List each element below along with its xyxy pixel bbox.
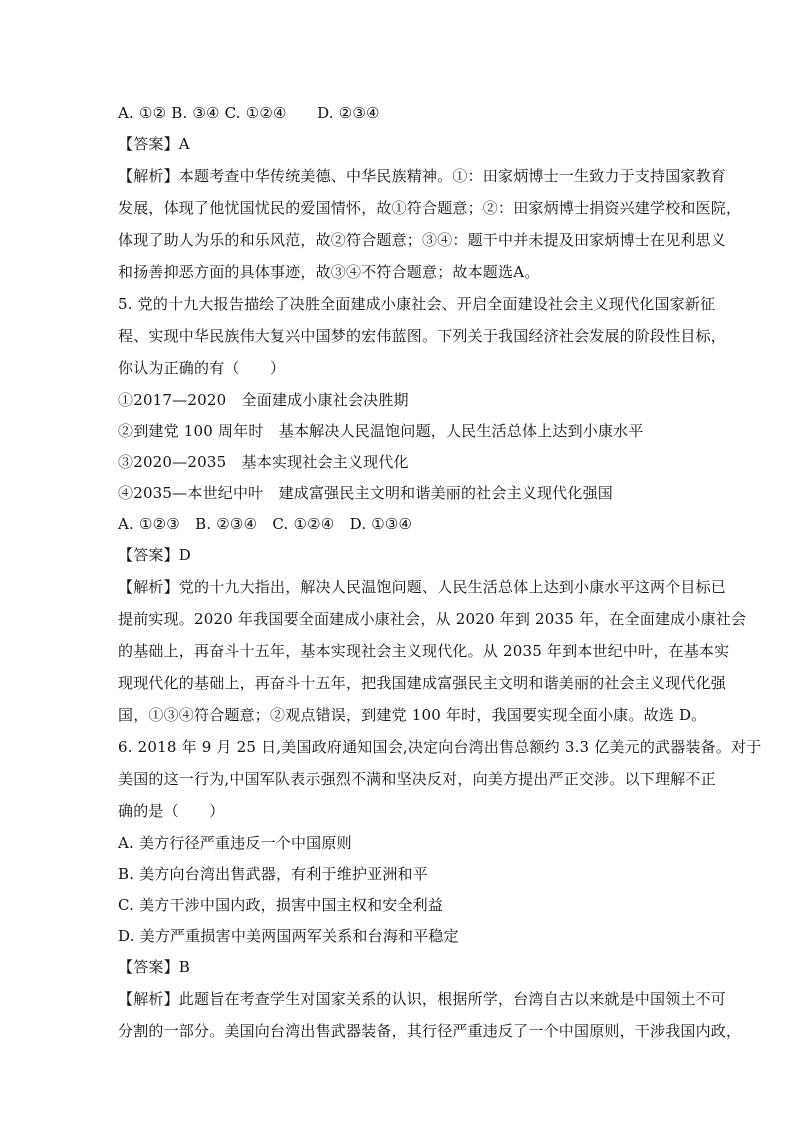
q5-item-1: ①2017—2020 全面建成小康社会决胜期 — [118, 391, 409, 409]
q4-options: A. ①② B. ③④ C. ①②④ D. ②③④ — [118, 104, 380, 122]
q6-option-d: D. 美方严重损害中美两国两军关系和台海和平稳定 — [118, 927, 459, 945]
q5-analysis-line-2: 提前实现。2020 年我国要全面建成小康社会，从 2020 年到 2035 年，在全面建成小康社会 — [118, 610, 747, 628]
q4-analysis-line-4: 和扬善抑恶方面的具体事迹，故③④不符合题意；故本题选A。 — [118, 263, 540, 281]
q5-stem-line-3: 你认为正确的有（ ） — [118, 359, 286, 377]
q6-option-a: A. 美方行径严重违反一个中国原则 — [118, 834, 352, 852]
q6-answer: 【答案】B — [118, 958, 191, 976]
q6-option-b: B. 美方向台湾出售武器，有利于维护亚洲和平 — [118, 865, 428, 883]
q5-options: A. ①②③ B. ②③④ C. ①②④ D. ①③④ — [118, 515, 413, 533]
q6-option-c: C. 美方干涉中国内政，损害中国主权和安全利益 — [118, 896, 444, 914]
q5-analysis-line-1: 【解析】党的十九大指出，解决人民温饱问题、人民生活总体上达到小康水平这两个目标已 — [118, 578, 727, 596]
q6-stem-line-2: 美国的这一行为,中国军队表示强烈不满和坚决反对，向美方提出严正交涉。以下理解不正 — [118, 770, 716, 788]
q6-analysis-line-1: 【解析】此题旨在考查学生对国家关系的认识，根据所学，台湾自古以来就是中国领土不可 — [118, 990, 727, 1008]
q4-answer: 【答案】A — [118, 135, 190, 153]
q4-analysis-line-3: 体现了助人为乐的和乐风范，故②符合题意；③④：题干中并未提及田家炳博士在见利思义 — [118, 231, 727, 249]
q6-stem-line-1: 6. 2018 年 9 月 25 日,美国政府通知国会,决定向台湾出售总额约 3.3 亿美元的武器装备。对于 — [118, 738, 762, 756]
q4-analysis-line-2: 发展，体现了他忧国忧民的爱国情怀，故①符合题意；②：田家炳博士捐资兴建学校和医院， — [118, 199, 742, 217]
q6-analysis-line-2: 分割的一部分。美国向台湾出售武器装备，其行径严重违反了一个中国原则，干涉我国内政， — [118, 1022, 742, 1040]
q4-analysis-line-1: 【解析】本题考查中华传统美德、中华民族精神。①：田家炳博士一生致力于支持国家教育 — [118, 167, 727, 185]
q5-stem-line-1: 5. 党的十九大报告描绘了决胜全面建成小康社会、开启全面建设社会主义现代化国家新征 — [118, 295, 716, 313]
q5-stem-line-2: 程、实现中华民族伟大复兴中国梦的宏伟蓝图。下列关于我国经济社会发展的阶段性目标， — [118, 327, 727, 345]
q5-item-4: ④2035—本世纪中叶 建成富强民主文明和谐美丽的社会主义现代化强国 — [118, 484, 613, 502]
q5-analysis-line-5: 国，①③④符合题意；②观点错误，到建党 100 年时，我国要实现全面小康。故选 D。 — [118, 706, 707, 724]
q6-stem-line-3: 确的是（ ） — [118, 802, 225, 820]
q5-item-3: ③2020—2035 基本实现社会主义现代化 — [118, 453, 409, 471]
q5-item-2: ②到建党 100 周年时 基本解决人民温饱问题，人民生活总体上达到小康水平 — [118, 422, 644, 440]
q5-analysis-line-4: 现现代化的基础上，再奋斗十五年，把我国建成富强民主文明和谐美丽的社会主义现代化强 — [118, 674, 727, 692]
q5-answer: 【答案】D — [118, 546, 192, 564]
q5-analysis-line-3: 的基础上，再奋斗十五年，基本实现社会主义现代化。从 2035 年到本世纪中叶，在基本实 — [118, 642, 730, 660]
